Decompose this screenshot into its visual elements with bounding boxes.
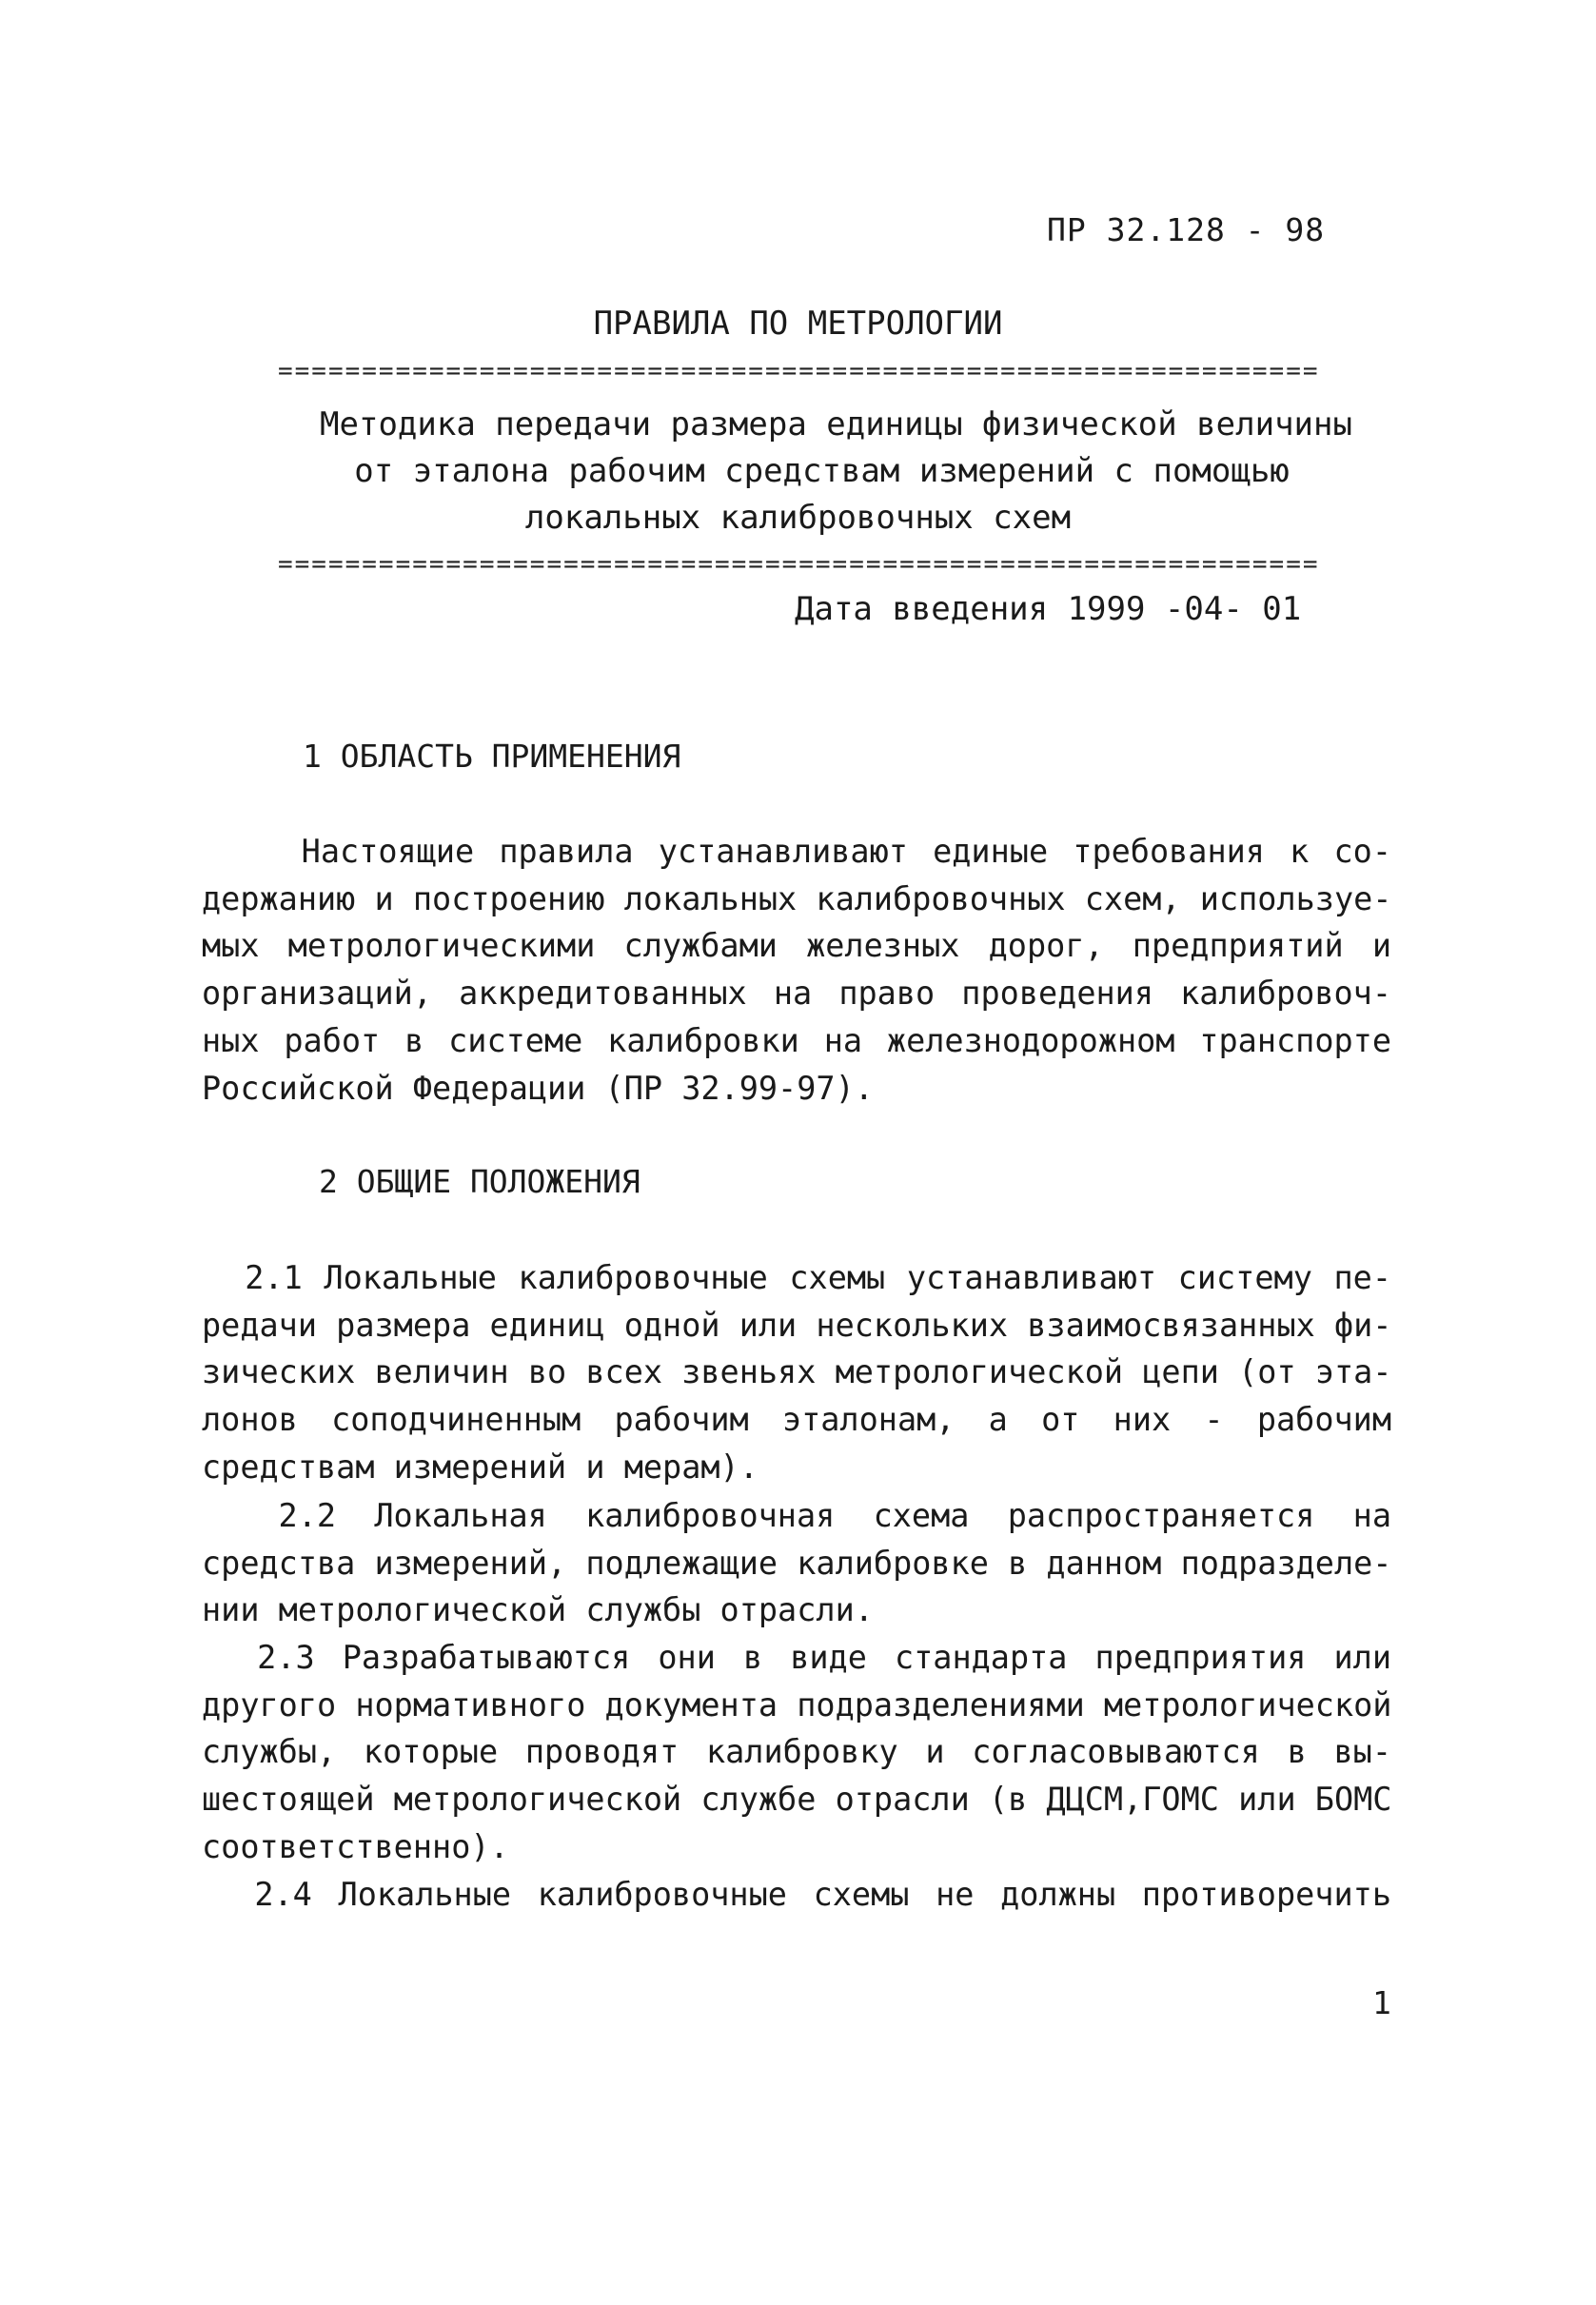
text-line: Российской Федерации (ПР 32.99-97). [202, 1069, 874, 1107]
text-line: ных работ в системе калибровки на железнодорожном транспорте [202, 1021, 1391, 1059]
text-line: средства измерений, подлежащие калибровке в данном подразделе- [202, 1544, 1392, 1582]
text-line: Настоящие правила устанавливают единые требования к со- [202, 833, 1391, 870]
section-1-title: 1 ОБЛАСТЬ ПРИМЕНЕНИЯ [303, 738, 681, 775]
document-heading: ПРАВИЛА ПО МЕТРОЛОГИИ [593, 305, 1003, 343]
subtitle-line-1: Методика передачи размера единицы физической величины [320, 405, 1352, 443]
text-line: лонов соподчиненным рабочим эталонам, а от них - рабочим [202, 1401, 1391, 1439]
clause-2-2 [202, 1492, 1391, 1634]
divider-bottom: ============================================================== [278, 550, 1320, 579]
text-line: шестоящей метрологической службе отрасли (в ДЦСМ,ГОМС или БОМС [202, 1781, 1392, 1819]
text-line: держанию и построению локальных калибровочных схем, используе- [202, 879, 1392, 917]
text-line: службы, которые проводят калибровку и согласовываются в вы- [202, 1733, 1391, 1771]
introduction-date: Дата введения 1999 -04- 01 [795, 590, 1302, 628]
text-line: 2.4 Локальные калибровочные схемы не должны противоречить [202, 1876, 1391, 1913]
subtitle-line-2: от эталона рабочим средствам измерений с помощью [354, 452, 1290, 490]
text-line: 2.3 Разрабатываются они в виде стандарта предприятия или [202, 1639, 1391, 1676]
document-code: ПР 32.128 - 98 [1047, 211, 1326, 248]
text-line: редачи размера единиц одной или нескольких взаимосвязанных фи- [202, 1306, 1392, 1344]
text-line: средствам измерений и мерам). [202, 1448, 759, 1486]
text-line: нии метрологической службы отрасли. [202, 1591, 874, 1629]
text-line: другого нормативного документа подразделениями метрологической [202, 1685, 1392, 1724]
clause-2-4 [202, 1871, 1391, 1919]
text-line: соответственно). [202, 1827, 509, 1865]
clause-2-3 [202, 1634, 1391, 1871]
divider-top: ============================================================== [278, 357, 1320, 385]
subtitle-line-3: локальных калибровочных схем [524, 499, 1072, 537]
clause-2-1 [202, 1254, 1391, 1491]
text-line: 2.1 Локальные калибровочные схемы устанавливают систему пе- [202, 1259, 1391, 1296]
text-line: мых метрологическими службами железных дорог, предприятий и [202, 927, 1391, 965]
text-line: зических величин во всех звеньях метрологической цепи (от эта- [202, 1353, 1392, 1391]
section-2-title: 2 ОБЩИЕ ПОЛОЖЕНИЯ [319, 1163, 640, 1200]
page-number: 1 [1372, 1984, 1391, 2021]
text-line: 2.2 Локальная калибровочная схема распространяется на [202, 1497, 1391, 1534]
section-1-paragraph [202, 828, 1391, 1112]
text-line: организаций, аккредитованных на право проведения калибровоч- [202, 975, 1391, 1013]
